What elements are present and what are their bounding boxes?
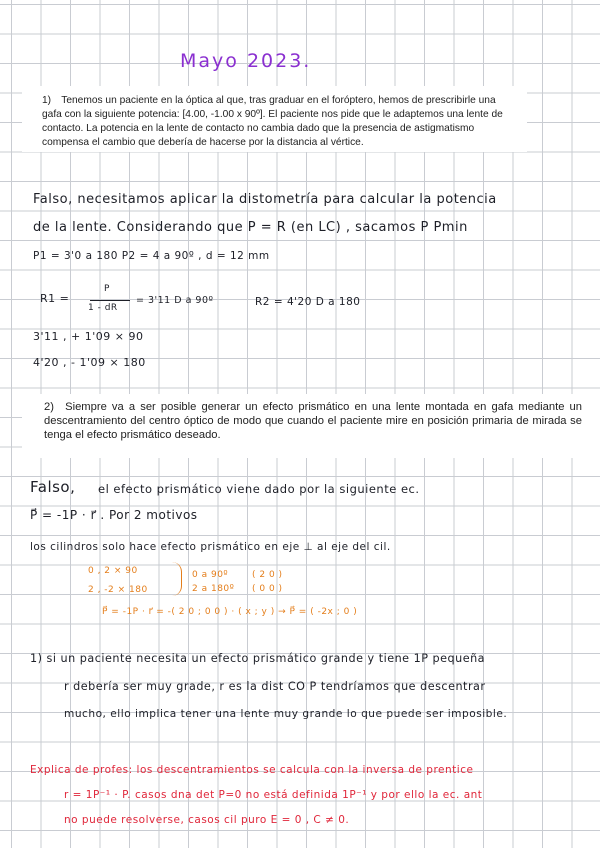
question-2-box bbox=[22, 394, 600, 458]
prof-note-line-2: r = 1P⁻¹ · P. casos dna det P=0 no está definida 1P⁻¹ y por ello la ec. ant bbox=[64, 789, 483, 801]
r2-result: R2 = 4'20 D a 180 bbox=[255, 296, 361, 308]
orange-note-2: 2 , -2 × 180 bbox=[88, 585, 148, 595]
answer-1-line-1: Falso, necesitamos aplicar la distometría para calcular la potencia bbox=[33, 192, 497, 207]
fraction-numerator: P bbox=[104, 284, 110, 294]
motivo-1-line-3: mucho, ello implica tener una lente muy grande lo que puede ser imposible. bbox=[64, 708, 508, 720]
orange-brace bbox=[172, 562, 182, 596]
answer-1-line-3: P1 = 3'0 a 180 P2 = 4 a 90º , d = 12 mm bbox=[33, 250, 270, 262]
question-1-box bbox=[22, 86, 527, 152]
prentice-equation: P⃗ = -1P · r⃗ . Por 2 motivos bbox=[30, 508, 198, 522]
orange-matrix-row-2: ( 0 0 ) bbox=[252, 584, 283, 594]
orange-note-1: 0 , 2 × 90 bbox=[88, 566, 138, 576]
r1-label: R1 = bbox=[40, 292, 70, 305]
fraction-line bbox=[90, 300, 130, 301]
answer-2-falso: Falso, bbox=[30, 478, 76, 496]
answer-1-result-1: 3'11 , + 1'09 × 90 bbox=[33, 330, 144, 343]
question-1-text: 1) Tenemos un paciente en la óptica al que, tras graduar en el foróptero, hemos de prescribirle una gafa con la siguiente potencia: [4.00, -1.00 x 90º]. El paciente nos pide que le adaptemos una lente de contacto. La potencia en la lente de contacto no cambia dado que la presencia de astigmatismo compensa el cambio que debería de hacerse por la distancia al vértice. bbox=[42, 95, 503, 148]
prof-note-line-1: Explica de profes: los descentramientos se calcula con la inversa de prentice bbox=[30, 764, 474, 776]
motivo-1-line-2: r debería ser muy grade, r es la dist CO P tendríamos que descentrar bbox=[64, 680, 486, 693]
question-2-text: 2) Siempre va a ser posible generar un efecto prismático en una lente montada en gafa mediante un descentramiento del centro óptico de modo que cuando el paciente mire en posición primaria de mirada se tenga el efecto prismático deseado. bbox=[44, 401, 582, 441]
orange-note-4: 2 a 180º bbox=[192, 584, 235, 594]
page-title: Mayo 2023. bbox=[180, 50, 312, 72]
answer-1-result-2: 4'20 , - 1'09 × 180 bbox=[33, 356, 146, 369]
answer-1-line-2: de la lente. Considerando que P = R (en LC) , sacamos P Pmin bbox=[33, 220, 468, 235]
orange-note-3: 0 a 90º bbox=[192, 570, 229, 580]
fraction-denominator: 1 - dR bbox=[88, 303, 118, 313]
orange-equation: P⃗ = -1P · r⃗ = -( 2 0 ; 0 0 ) · ( x ; y ) → P⃗ = ( -2x ; 0 ) bbox=[102, 607, 358, 617]
answer-2-line-3: los cilindros solo hace efecto prismático en eje ⊥ al eje del cil. bbox=[30, 541, 391, 553]
orange-matrix-row-1: ( 2 0 ) bbox=[252, 570, 283, 580]
answer-2-line-1: el efecto prismático viene dado por la siguiente ec. bbox=[98, 482, 420, 496]
motivo-1-line-1: 1) si un paciente necesita un efecto prismático grande y tiene 1P pequeña bbox=[30, 652, 486, 665]
r1-result: = 3'11 D a 90º bbox=[136, 295, 214, 306]
prof-note-line-3: no puede resolverse, casos cil puro E = 0 , C ≠ 0. bbox=[64, 814, 350, 826]
